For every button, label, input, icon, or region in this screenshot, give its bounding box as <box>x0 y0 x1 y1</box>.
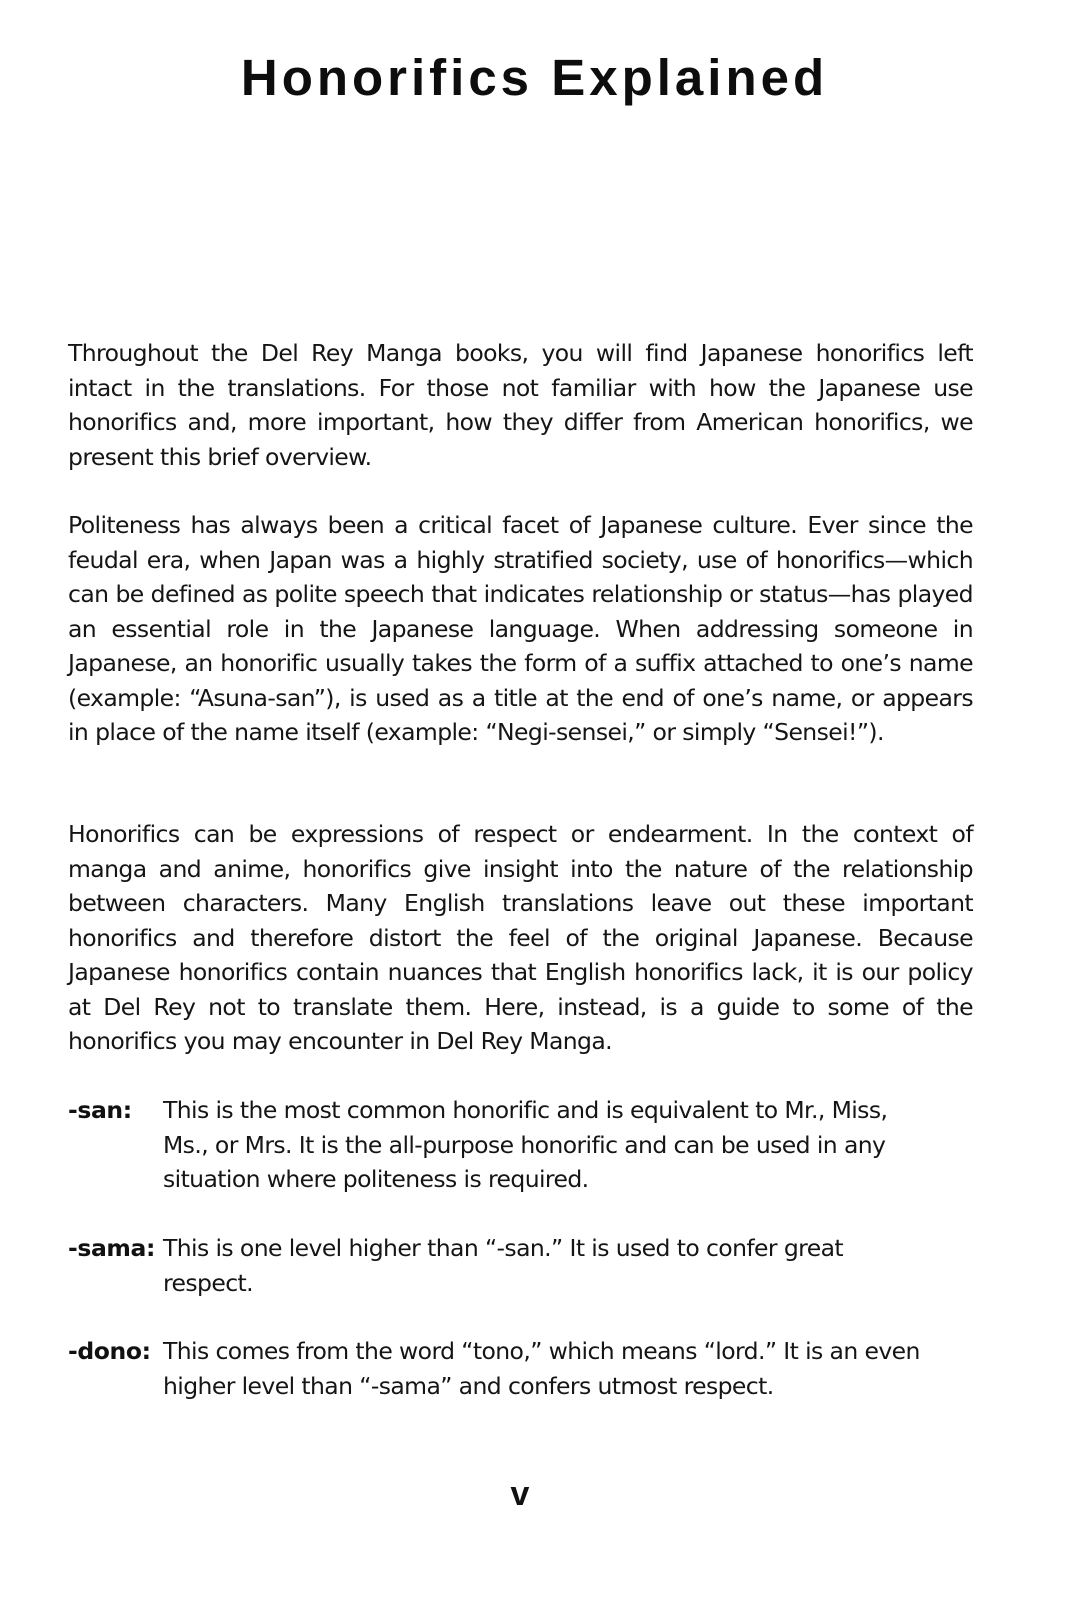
glossary-definition: This is the most common honorific and is equivalent to Mr., Miss, Ms., or Mrs. It is the all-purpose honorific and can be used in any situation where politeness is required. <box>163 1096 888 1193</box>
honorifics-context-paragraph: Honorifics can be expressions of respect or endearment. In the context of manga and anime, honorifics give insight into the nature of the relationship between characters. Many English translations leave out these important honorifics and therefore distort the feel of the original Japanese. Because Japanese honorifics contain nuances that English honorifics lack, it is our policy at Del Rey not to translate them. Here, instead, is a guide to some of the honorifics you may encounter in Del Rey Manga. <box>68 820 973 1055</box>
glossary-term: -sama: <box>68 1234 155 1262</box>
glossary-term: -san: <box>68 1096 132 1124</box>
intro-paragraph: Throughout the Del Rey Manga books, you will find Japanese honorifics left intact in the translations. For those not familiar with how the Japanese use honorifics and, more important, how they differ from American honorifics, we present this brief overview. <box>68 339 973 471</box>
glossary-definition: This comes from the word “tono,” which means “lord.” It is an even higher level than “-sama” and confers utmost respect. <box>163 1337 920 1400</box>
page-title: Honorifics Explained <box>240 49 829 106</box>
page-number: v <box>510 1475 530 1513</box>
glossary-term: -dono: <box>68 1337 151 1365</box>
glossary-definition: This is one level higher than “-san.” It is used to confer great respect. <box>163 1234 843 1297</box>
politeness-paragraph: Politeness has always been a critical facet of Japanese culture. Ever since the feudal era, when Japan was a highly stratified society, use of honorifics—which can be defined as polite speech that indicates relationship or status—has played an essential role in the Japanese language. When addressing someone in Japanese, an honorific usually takes the form of a suffix attached to one’s name (example: “Asuna-san”), is used as a title at the end of one’s name, or appears in place of the name itself (example: “Negi-sensei,” or simply “Sensei!”). <box>68 511 973 746</box>
